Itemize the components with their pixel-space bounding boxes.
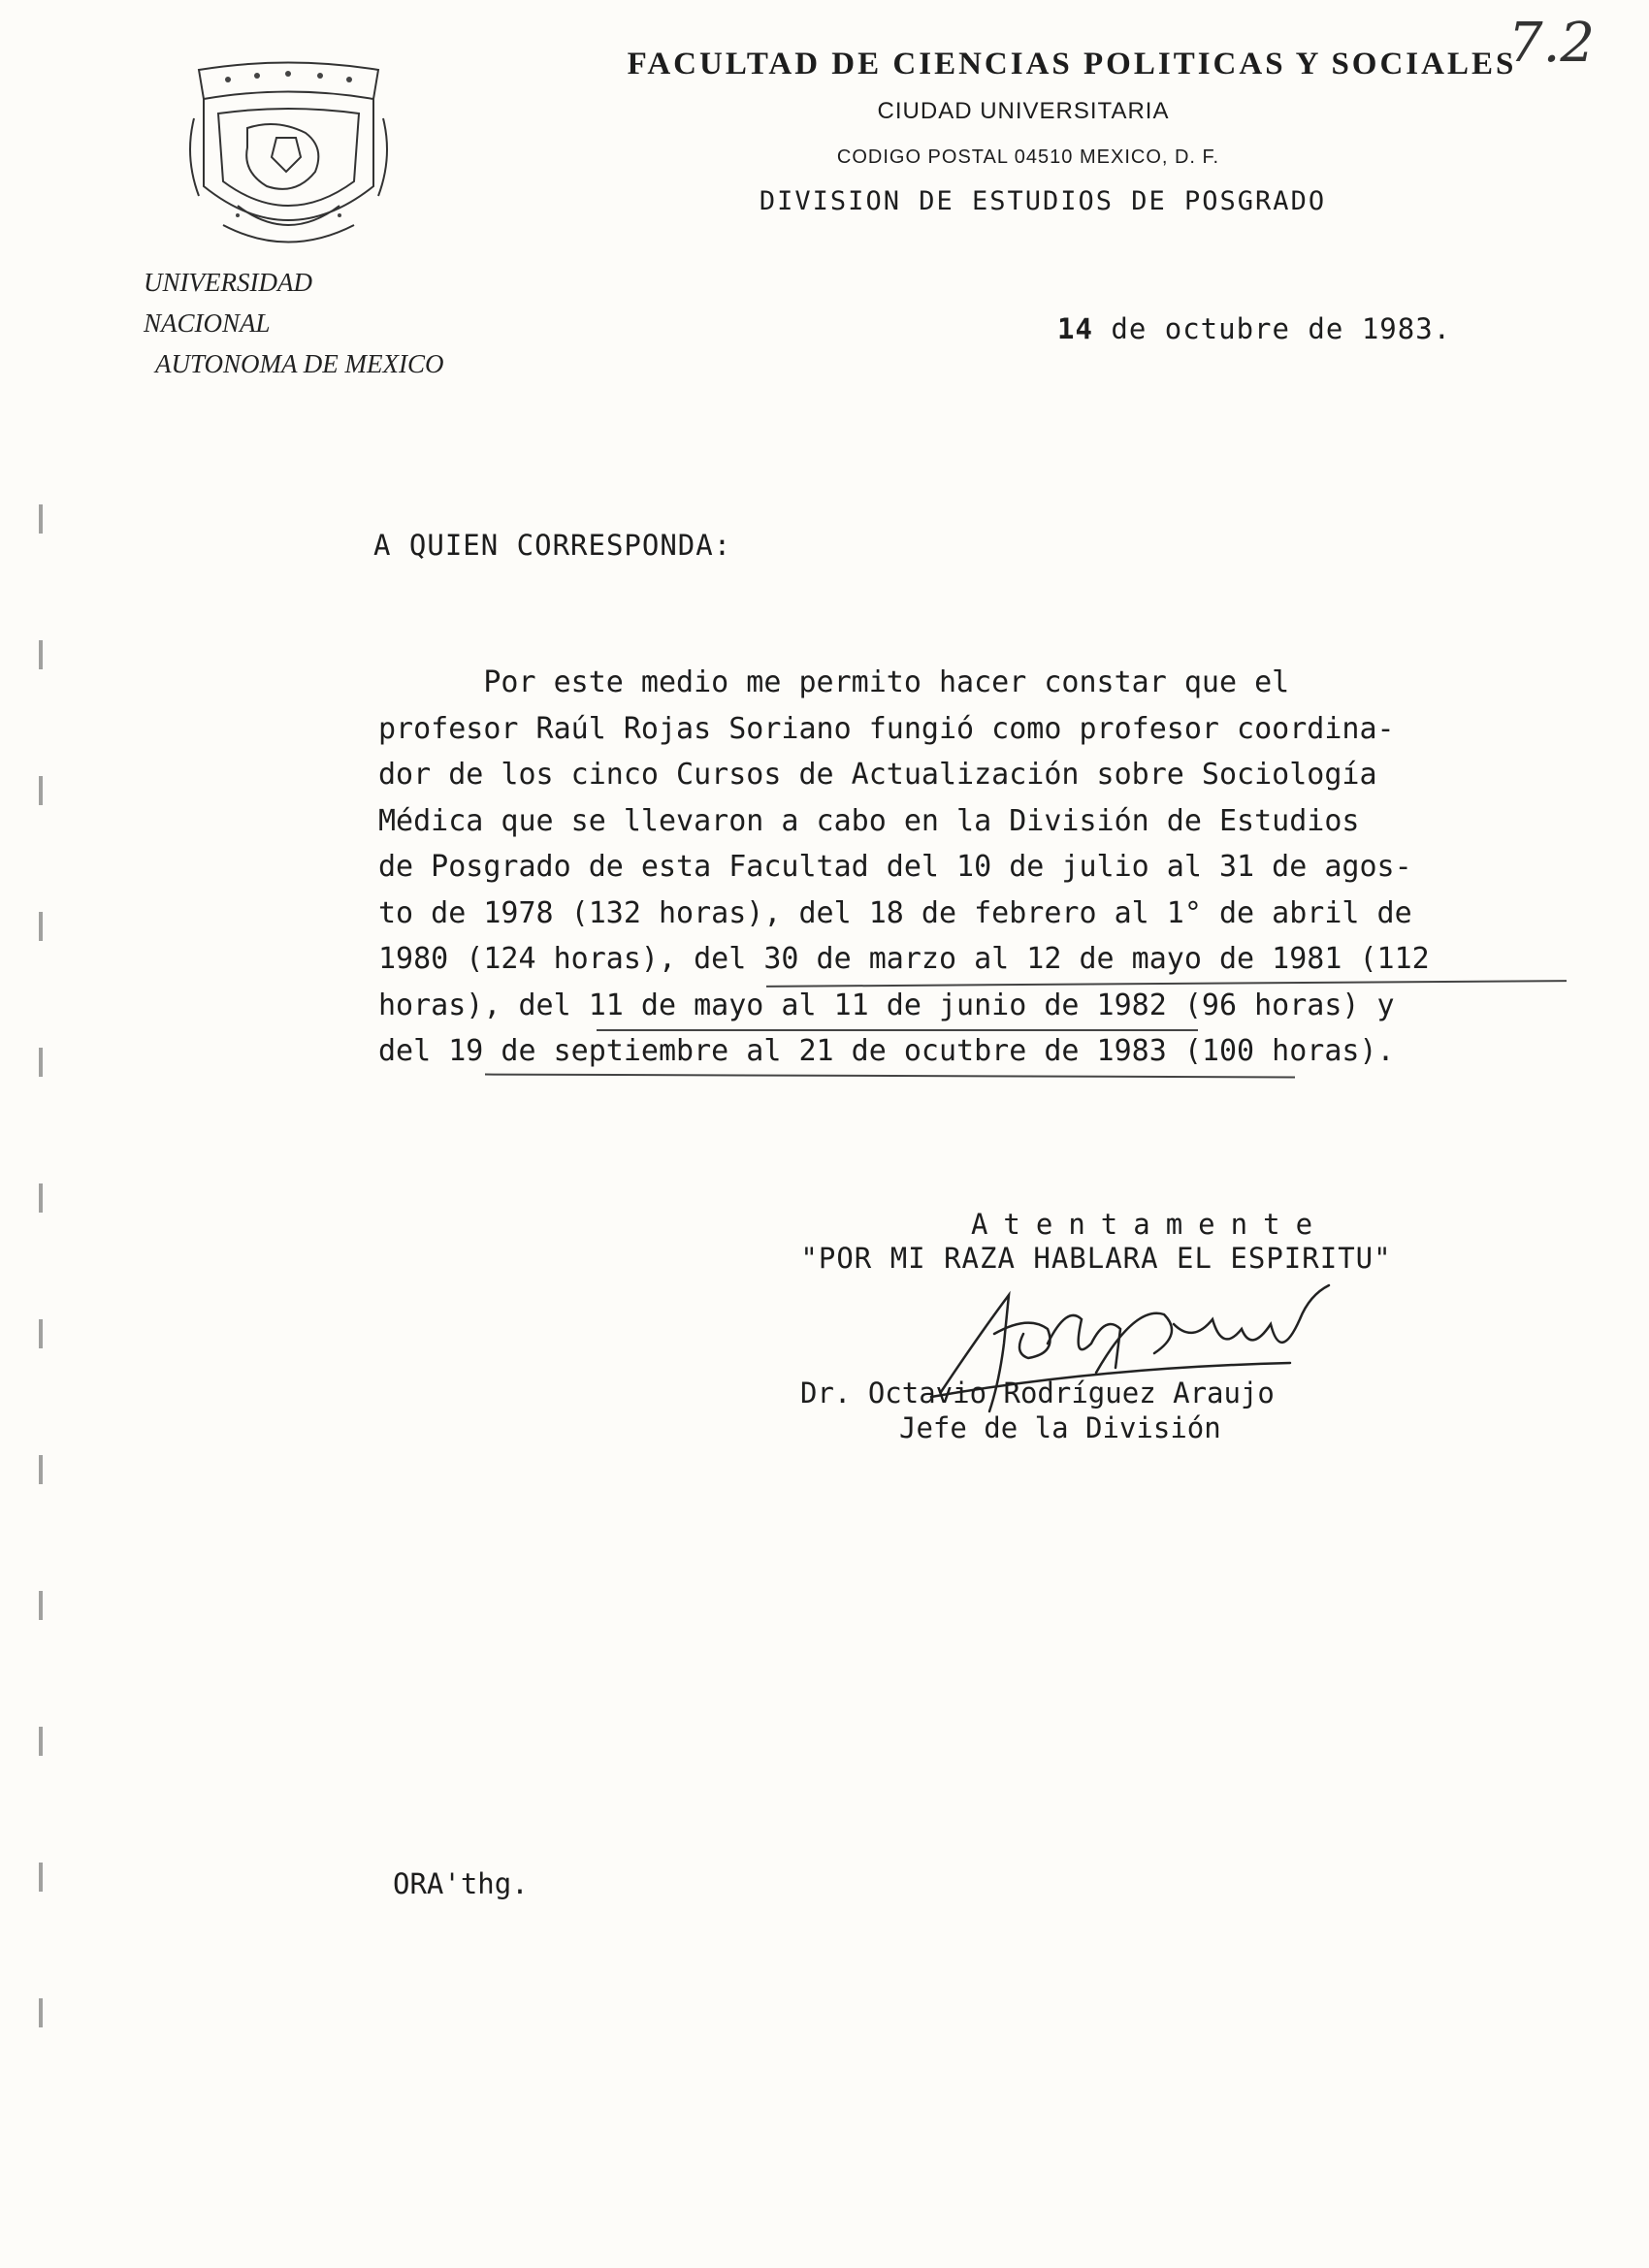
binding-holes <box>39 504 58 2212</box>
signer-block <box>800 1376 1275 1445</box>
salutation: A QUIEN CORRESPONDA: <box>373 529 732 562</box>
body-line: dor de los cinco Cursos de Actualización sobre Sociología <box>378 758 1377 792</box>
closing-regards: Atentamente <box>970 1208 1329 1241</box>
unam-coat-of-arms-icon <box>179 60 398 259</box>
signer-title: Jefe de la División <box>899 1411 1221 1444</box>
university-name-line1: UNIVERSIDAD NACIONAL <box>144 268 312 338</box>
letter-date <box>1057 312 1451 345</box>
date-rest: de octubre de 1983. <box>1092 312 1452 345</box>
faculty-name: FACULTAD DE CIENCIAS POLITICAS Y SOCIALES <box>627 47 1517 81</box>
university-name-line2: AUTONOMA DE MEXICO <box>155 349 444 378</box>
university-motto: "POR MI RAZA HABLARA EL ESPIRITU" <box>800 1242 1392 1275</box>
pen-underline <box>597 1029 1198 1031</box>
university-name-seal <box>144 262 444 384</box>
typist-initials: ORA'thg. <box>393 1867 529 1900</box>
closing-block <box>757 1208 1436 1276</box>
body-line: Médica que se llevaron a cabo en la División de Estudios <box>378 803 1360 838</box>
handwritten-page-number: 7.2 <box>1508 12 1596 75</box>
body-line: profesor Raúl Rojas Soriano fungió como profesor coordina- <box>378 711 1395 746</box>
date-day: 14 <box>1057 312 1093 345</box>
body-line: Por este medio me permito hacer constar que el <box>378 665 1290 699</box>
letterhead <box>543 47 1562 216</box>
body-line: to de 1978 (132 horas), del 18 de febrero al 1° de abril de <box>378 895 1412 930</box>
postal-address: CODIGO POSTAL 04510 MEXICO, D. F. <box>836 146 1220 168</box>
body-line: de Posgrado de esta Facultad del 10 de julio al 31 de agos- <box>378 850 1412 884</box>
body-line: del 19 de septiembre al 21 de ocutbre de 1983 (100 horas). <box>378 1034 1395 1068</box>
division-name: DIVISION DE ESTUDIOS DE POSGRADO <box>759 186 1327 216</box>
body-line: 1980 (124 horas), del 30 de marzo al 12 de mayo de 1981 (112 <box>378 942 1430 976</box>
signer-name: Dr. Octavio Rodríguez Araujo <box>800 1377 1275 1409</box>
letter-body <box>378 660 1571 1075</box>
campus-name: CIUDAD UNIVERSITARIA <box>877 98 1170 124</box>
body-line: horas), del 11 de mayo al 11 de junio de 1982 (96 horas) y <box>378 988 1395 1022</box>
